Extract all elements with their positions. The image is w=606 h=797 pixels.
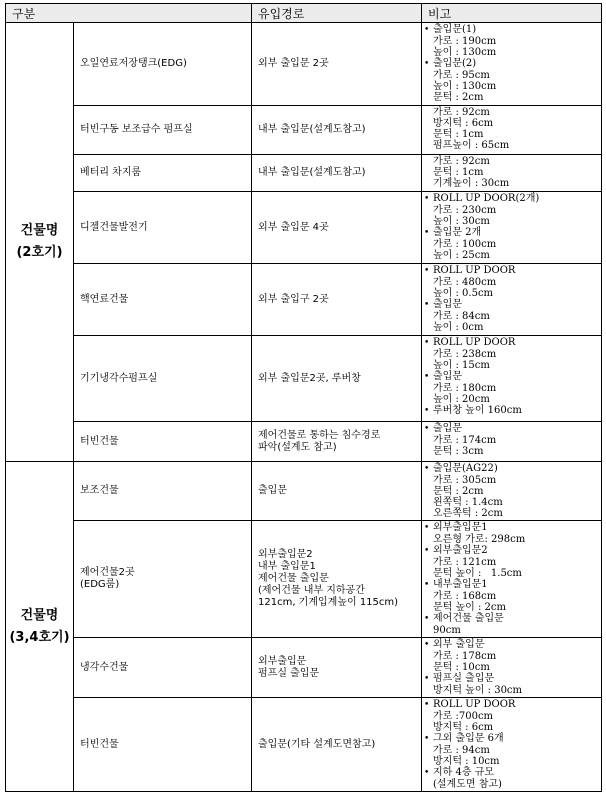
inflow-path: 파악(설계도 참고)	[258, 441, 337, 453]
building-name-cell	[74, 264, 252, 336]
note-bullet: • 외부 출입문	[424, 639, 599, 651]
note-detail: 문턱 : 2cm	[433, 92, 484, 103]
building-name: 핵연료건물	[80, 293, 129, 305]
inflow-path-cell	[252, 638, 422, 698]
note-detail: 문턱 : 1cm	[433, 129, 484, 140]
note-detail: 가로 : 230cm	[433, 205, 497, 216]
note-detail: 가로 : 94cm	[433, 745, 490, 756]
building-name: 디젤건물발전기	[80, 221, 148, 233]
header-row	[6, 4, 602, 23]
note-detail: 오른형 가로: 298cm	[433, 534, 526, 545]
note-detail: 가로 : 84cm	[433, 311, 490, 322]
note-detail: 방지턱 높이 : 30cm	[433, 685, 523, 696]
note-detail: 가로 :700cm	[433, 711, 494, 722]
note-list	[424, 639, 599, 696]
inflow-path: 출입문	[258, 485, 287, 496]
building-name: 오일연료저장탱크(EDG)	[80, 58, 187, 69]
inflow-path-cell	[252, 23, 422, 106]
inflow-path: 121cm, 기계입계높이 115cm)	[258, 597, 399, 608]
note-detail: 방지턱 : 6cm	[433, 722, 494, 733]
note-bullet: • 출입문(2)	[424, 58, 599, 70]
note-detail: 가로 : 121cm	[433, 557, 497, 568]
note-detail: 문턱 높이 : 2cm	[433, 602, 506, 613]
note-bullet: • 출입문	[424, 299, 599, 311]
note-list	[424, 156, 599, 189]
note-detail: 가로 : 180cm	[433, 383, 497, 394]
note-detail: 펌프높이 : 65cm	[433, 140, 510, 151]
table-row	[6, 192, 602, 264]
note-detail: 높이 : 15cm	[433, 360, 490, 371]
note-detail: 문턱 : 3cm	[433, 446, 484, 457]
note-cell	[422, 698, 602, 792]
building-name: 터빈건물	[80, 738, 119, 750]
inflow-path: 내부 출입문1	[258, 561, 316, 572]
inflow-path-cell	[252, 462, 422, 521]
note-detail: 가로 : 190cm	[433, 36, 497, 47]
table-row	[6, 422, 602, 462]
note-detail: 가로 : 305cm	[433, 475, 497, 486]
note-list	[424, 193, 599, 261]
inflow-path: (제어건물 내부 지하공간	[258, 585, 365, 596]
note-bullet: • 지하 4층 규모	[424, 767, 599, 779]
note-bullet: • ROLL UP DOOR	[424, 699, 599, 711]
note-detail: 문턱 : 2cm	[433, 486, 484, 497]
building-name-cell	[74, 638, 252, 698]
note-bullet: • 그외 출입문 6개	[424, 733, 599, 745]
inflow-path: 외부출입문2	[258, 549, 313, 560]
note-detail: 높이 : 20cm	[433, 394, 490, 405]
note-cell	[422, 462, 602, 521]
building-name: 터빈구동 보조급수 펌프실	[80, 124, 193, 135]
note-bullet: • 제어건물 출입문	[424, 613, 599, 625]
building-name-cell	[74, 155, 252, 192]
inflow-path-cell	[252, 698, 422, 792]
note-detail: 기계높이 : 30cm	[433, 178, 510, 189]
building-name-cell	[74, 192, 252, 264]
note-bullet: • ROLL UP DOOR(2개)	[424, 193, 599, 205]
note-detail: 높이 : 30cm	[433, 216, 490, 227]
note-cell	[422, 336, 602, 422]
group-label	[6, 23, 74, 462]
building-name: 터빈건물	[80, 435, 119, 447]
inflow-path-cell	[252, 106, 422, 155]
table-row	[6, 462, 602, 521]
table-row	[6, 155, 602, 192]
note-detail: 가로 : 174cm	[433, 435, 497, 446]
note-detail: 가로 : 238cm	[433, 349, 497, 360]
note-list	[424, 423, 599, 457]
note-bullet: • 내부출입문1	[424, 579, 599, 591]
table-row	[6, 106, 602, 155]
building-name: 제어건물2곳	[80, 567, 135, 578]
inflow-path-cell	[252, 336, 422, 422]
note-bullet: • 출입문	[424, 371, 599, 383]
note-detail: (설계도면 참고)	[433, 779, 502, 790]
note-detail: 높이 : 0cm	[433, 322, 484, 333]
note-bullet: • 외부출입문1	[424, 522, 599, 534]
note-list	[424, 522, 599, 636]
inflow-path: 외부출입문	[258, 655, 307, 667]
note-list	[424, 107, 599, 151]
table-row	[6, 23, 602, 106]
note-list	[424, 265, 599, 333]
building-name: 베터리 차지룸	[80, 167, 142, 178]
inflow-path: 외부 출입문2곳, 루버창	[258, 372, 361, 384]
note-cell	[422, 638, 602, 698]
note-bullet: • 펌프실 출입문	[424, 673, 599, 685]
note-detail: 가로 : 95cm	[433, 70, 490, 81]
group-label-unit: (2호기)	[16, 245, 63, 260]
note-bullet: • 출입문	[424, 423, 599, 435]
note-bullet: • 출입문 2개	[424, 227, 599, 239]
note-list	[424, 699, 599, 790]
building-name-cell	[74, 422, 252, 462]
table-row	[6, 336, 602, 422]
group-label-unit: (3,4호기)	[9, 629, 70, 645]
inflow-path-cell	[252, 155, 422, 192]
inflow-path: 제어건물로 통하는 침수경로	[258, 429, 381, 441]
note-cell	[422, 521, 602, 638]
inflow-path-cell	[252, 264, 422, 336]
inflow-path-cell	[252, 521, 422, 638]
building-name-cell	[74, 698, 252, 792]
note-bullet: • 출입문(AG22)	[424, 463, 599, 475]
note-detail: 문턱 : 1cm	[433, 167, 484, 178]
note-detail: 90cm	[433, 625, 461, 636]
note-cell	[422, 23, 602, 106]
note-bullet: • 외부출입문2	[424, 545, 599, 557]
note-cell	[422, 264, 602, 336]
header-path: 유입경로	[252, 4, 422, 23]
note-bullet: • 출입문(1)	[424, 24, 599, 36]
note-detail: 높이 : 130cm	[433, 81, 497, 92]
inflow-path: 내부 출입문(설계도참고)	[258, 124, 366, 135]
inflow-path: 외부 출입문 4곳	[258, 221, 329, 233]
table-row	[6, 521, 602, 638]
note-bullet: • ROLL UP DOOR	[424, 265, 599, 277]
building-name: 기기냉각수펌프실	[80, 372, 158, 384]
note-detail: 가로 : 100cm	[433, 239, 497, 250]
note-bullet: • ROLL UP DOOR	[424, 337, 599, 349]
building-name-cell	[74, 336, 252, 422]
inflow-path: 외부 출입문 2곳	[258, 58, 329, 69]
table-row	[6, 698, 602, 792]
building-name-cell	[74, 23, 252, 106]
note-cell	[422, 192, 602, 264]
header-category: 구분	[6, 4, 252, 23]
inflow-path: 펌프실 출입문	[258, 667, 320, 679]
building-name-cell	[74, 462, 252, 521]
note-detail: 가로 : 168cm	[433, 591, 497, 602]
note-cell	[422, 106, 602, 155]
note-detail: 방지턱 : 10cm	[433, 756, 500, 767]
table-row	[6, 264, 602, 336]
group-label-name: 건물명	[20, 223, 59, 238]
table-row	[6, 638, 602, 698]
note-detail: 높이 : 25cm	[433, 250, 490, 261]
note-list	[424, 24, 599, 103]
inflow-path-cell	[252, 192, 422, 264]
inflow-path: 출입문(기타 설계도면참고)	[258, 738, 376, 750]
note-bullet: • 루버창 높이 160cm	[424, 405, 599, 417]
note-detail: 문턱 : 10cm	[433, 662, 490, 673]
note-detail: 왼쪽턱 : 1.4cm	[433, 497, 503, 508]
note-detail: 높이 : 130cm	[433, 47, 497, 58]
note-detail: 가로 : 178cm	[433, 651, 497, 662]
note-detail: 오른쪽턱 : 2cm	[433, 508, 503, 519]
building-name: 냉각수건물	[80, 661, 129, 673]
note-detail: 가로 : 92cm	[433, 107, 490, 118]
inflow-path-cell	[252, 422, 422, 462]
note-detail: 가로 : 92cm	[433, 156, 490, 167]
inflow-path: 내부 출입문(설계도참고)	[258, 167, 366, 178]
building-name-cell	[74, 106, 252, 155]
header-note: 비고	[422, 4, 602, 23]
note-cell	[422, 155, 602, 192]
note-detail: 문턱 높이 : 1.5cm	[433, 568, 522, 579]
building-name-cell	[74, 521, 252, 638]
inflow-path: 외부 출입구 2곳	[258, 293, 329, 305]
note-detail: 높이 : 0.5cm	[433, 288, 494, 299]
inflow-path: 제어건물 출입문	[258, 573, 329, 584]
note-list	[424, 337, 599, 417]
note-detail: 가로 : 480cm	[433, 277, 497, 288]
note-list	[424, 463, 599, 519]
note-detail: 방지턱 : 6cm	[433, 118, 494, 129]
building-name: 보조건물	[80, 485, 119, 496]
building-name: (EDG룸)	[80, 579, 120, 590]
flood-path-table	[5, 3, 602, 792]
document-page	[5, 3, 601, 792]
note-cell	[422, 422, 602, 462]
group-label-name: 건물명	[20, 607, 59, 623]
group-label	[6, 462, 74, 792]
